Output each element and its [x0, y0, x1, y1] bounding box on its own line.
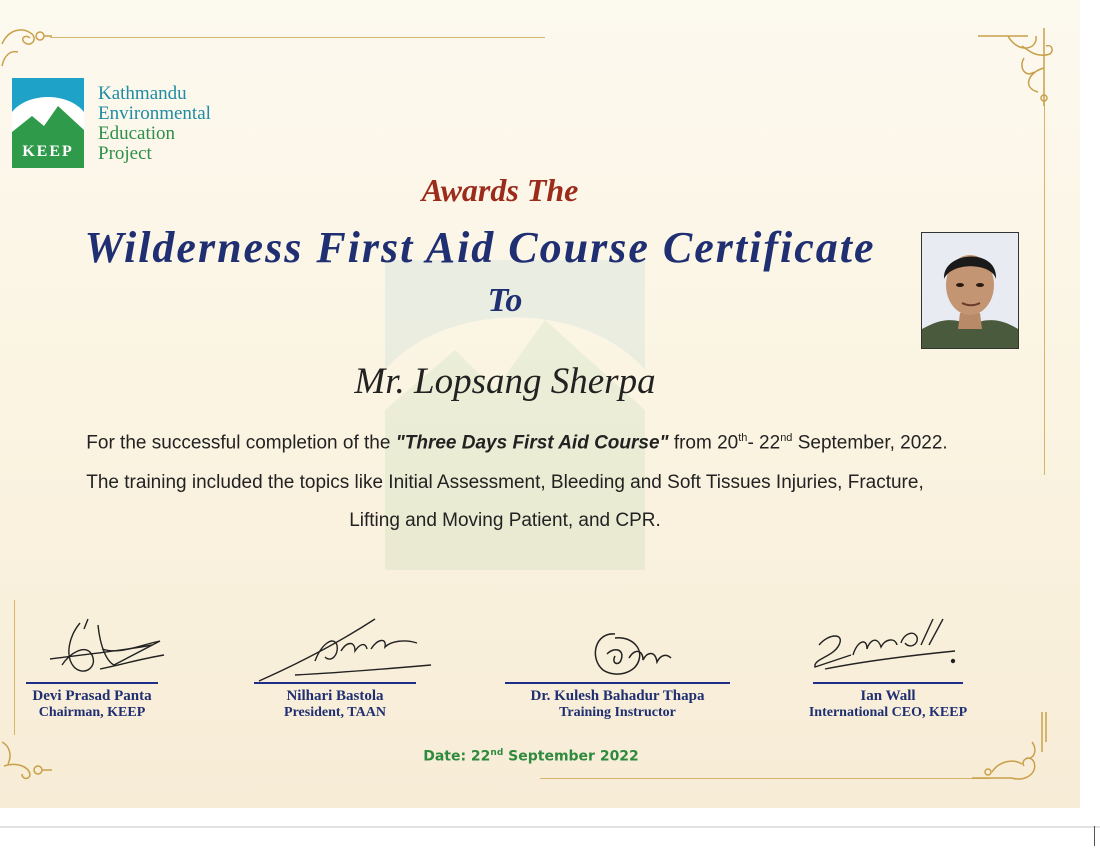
signature-ian-wall [805, 615, 965, 679]
corner-ornament-top-left [0, 22, 52, 72]
to-heading: To [487, 282, 523, 319]
course-name: "Three Days First Aid Course" [395, 432, 669, 454]
logo-badge-text: KEEP [22, 143, 74, 160]
signatory-role: International CEO, KEEP [808, 704, 968, 720]
signatory-role: Training Instructor [559, 704, 676, 720]
signatory-name: Ian Wall [860, 687, 916, 704]
org-line: Kathmandu [98, 83, 187, 104]
signature-line [26, 682, 158, 684]
signature-line [505, 682, 730, 684]
signatory-block [254, 682, 416, 721]
signatory-name: Dr. Kulesh Bahadur Thapa [530, 687, 705, 704]
signatory-role: President, TAAN [284, 704, 386, 720]
org-line: Education [98, 123, 176, 144]
org-line: Project [98, 143, 152, 164]
certificate-title: Wilderness First Aid Course Certificate [84, 223, 876, 272]
signature-line [813, 682, 963, 684]
signatory-block [792, 682, 984, 721]
org-line: Environmental [98, 103, 211, 124]
right-border-line [1044, 100, 1045, 475]
month-year: September, 2022. [792, 432, 948, 454]
date-from: from 20 [668, 432, 739, 454]
portrait-image [922, 233, 1018, 348]
ordinal-suffix: nd [490, 748, 504, 758]
scan-edge-mark [1094, 826, 1095, 846]
organization-name [98, 84, 211, 164]
awards-heading: Awards The [421, 172, 579, 208]
signature-kulesh-bahadur-thapa [585, 628, 675, 680]
signatory-name: Nilhari Bastola [286, 687, 384, 704]
ordinal-suffix: th [738, 432, 748, 444]
topics-line: The training included the topics like Initial Assessment, Bleeding and Soft Tissues Injuries, Fracture, [86, 472, 924, 493]
recipient-photo [921, 232, 1019, 349]
signatory-name: Devi Prasad Panta [32, 687, 152, 704]
signatory-block [12, 682, 172, 721]
recipient-name: Mr. Lopsang Sherpa [354, 361, 656, 402]
signatory-block [505, 682, 730, 721]
date-to: - 22 [747, 432, 781, 454]
ordinal-suffix: nd [780, 432, 793, 444]
scan-edge-line [0, 826, 1100, 828]
date-prefix: Date: 22 [423, 748, 491, 765]
bottom-border-line [540, 778, 990, 779]
issue-date [0, 748, 1062, 765]
signature-devi-prasad-panta [40, 615, 170, 687]
topics-line-continued: Lifting and Moving Patient, and CPR. [349, 510, 661, 531]
top-border-line [50, 37, 545, 38]
signature-line [254, 682, 416, 684]
completion-prefix: For the successful completion of the [86, 432, 396, 454]
date-suffix: September 2022 [503, 748, 639, 765]
signatory-role: Chairman, KEEP [38, 704, 146, 720]
signature-nilhari-bastola [255, 615, 435, 685]
completion-line [12, 432, 1022, 454]
corner-ornament-top-right [978, 28, 1058, 106]
